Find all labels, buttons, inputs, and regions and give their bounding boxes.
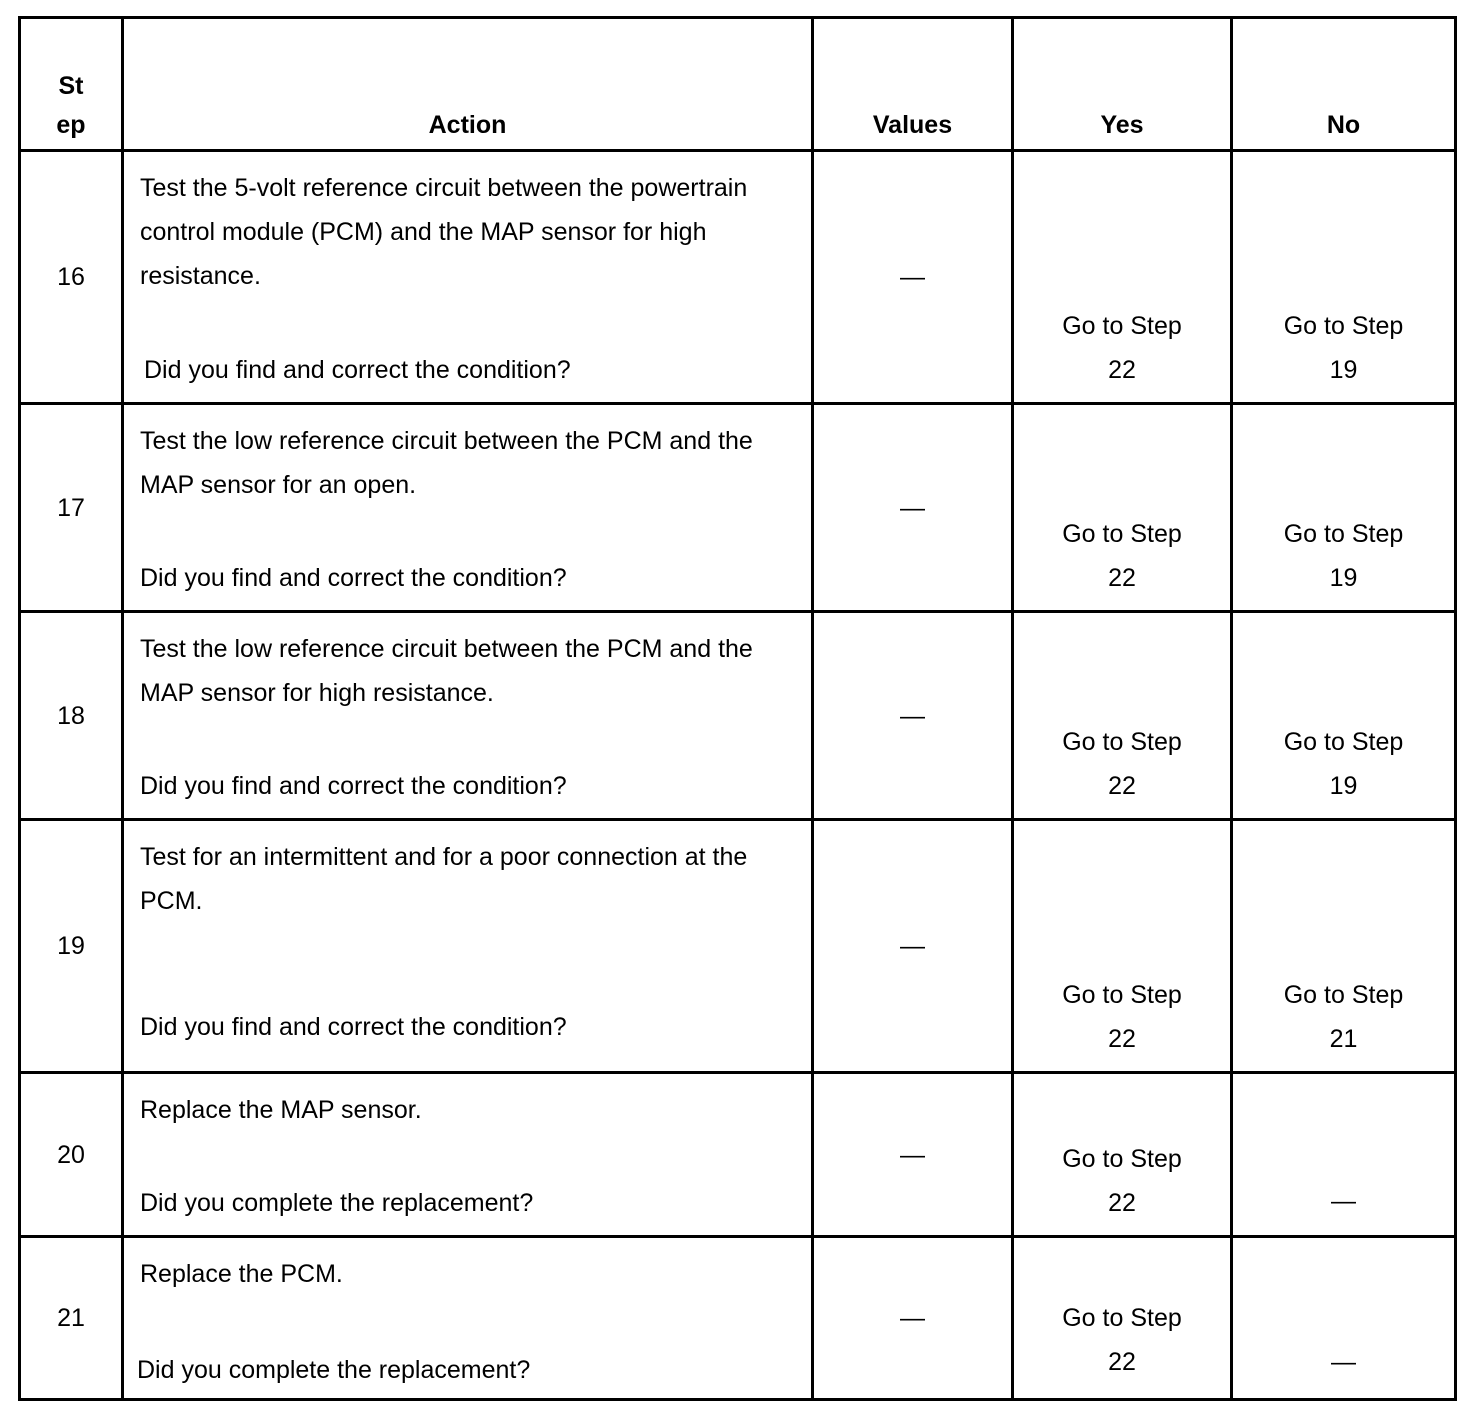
header-step-line2: ep bbox=[56, 111, 86, 139]
yes-target: Go to Step 22 bbox=[1062, 1145, 1182, 1217]
action-question: Did you find and correct the condition? bbox=[140, 772, 567, 800]
step-number: 18 bbox=[20, 612, 123, 820]
action-cell bbox=[123, 404, 813, 612]
action-question: Did you complete the replacement? bbox=[140, 1189, 534, 1217]
action-question: Did you complete the replacement? bbox=[137, 1356, 531, 1384]
action-text: Test the low reference circuit between the PCM and the MAP sensor for high resistance. bbox=[140, 635, 753, 707]
table-row bbox=[20, 1237, 1456, 1400]
action-question: Did you find and correct the condition? bbox=[144, 356, 571, 384]
yes-cell bbox=[1013, 1073, 1232, 1237]
step-number: 16 bbox=[20, 151, 123, 404]
header-action: Action bbox=[123, 18, 813, 151]
action-question: Did you find and correct the condition? bbox=[140, 564, 567, 592]
no-target: Go to Step 19 bbox=[1283, 520, 1404, 592]
table-row bbox=[20, 404, 1456, 612]
step-number: 21 bbox=[20, 1237, 123, 1400]
no-cell bbox=[1232, 404, 1456, 612]
header-step-line1: St bbox=[58, 72, 84, 100]
no-target: Go to Step 21 bbox=[1283, 981, 1404, 1053]
action-cell bbox=[123, 612, 813, 820]
values-cell: — bbox=[813, 404, 1013, 612]
yes-cell bbox=[1013, 612, 1232, 820]
no-cell bbox=[1232, 612, 1456, 820]
table-row bbox=[20, 820, 1456, 1073]
yes-cell bbox=[1013, 1237, 1232, 1400]
yes-cell bbox=[1013, 404, 1232, 612]
values-cell: — bbox=[813, 820, 1013, 1073]
header-step bbox=[20, 18, 123, 151]
diagnostic-table bbox=[18, 16, 1457, 1401]
step-number: 17 bbox=[20, 404, 123, 612]
no-cell bbox=[1232, 1073, 1456, 1237]
action-cell bbox=[123, 820, 813, 1073]
yes-cell bbox=[1013, 151, 1232, 404]
yes-target: Go to Step 22 bbox=[1062, 981, 1182, 1053]
no-target: Go to Step 19 bbox=[1283, 728, 1404, 800]
action-cell bbox=[123, 151, 813, 404]
yes-cell bbox=[1013, 820, 1232, 1073]
header-row bbox=[20, 18, 1456, 151]
table-row bbox=[20, 612, 1456, 820]
values-cell: — bbox=[813, 151, 1013, 404]
header-yes: Yes bbox=[1013, 18, 1232, 151]
no-cell bbox=[1232, 1237, 1456, 1400]
header-no: No bbox=[1232, 18, 1456, 151]
no-target: — bbox=[1331, 1187, 1356, 1215]
values-cell: — bbox=[813, 612, 1013, 820]
action-text: Replace the PCM. bbox=[140, 1260, 343, 1288]
step-number: 19 bbox=[20, 820, 123, 1073]
action-text: Test the 5-volt reference circuit between the powertrain control module (PCM) and the MAP sensor for high resistance. bbox=[140, 174, 748, 290]
yes-target: Go to Step 22 bbox=[1062, 312, 1182, 384]
values-cell: — bbox=[813, 1237, 1013, 1400]
action-question: Did you find and correct the condition? bbox=[140, 1013, 567, 1041]
table-row bbox=[20, 1073, 1456, 1237]
yes-target: Go to Step 22 bbox=[1062, 1304, 1182, 1376]
no-cell bbox=[1232, 820, 1456, 1073]
step-number: 20 bbox=[20, 1073, 123, 1237]
action-cell bbox=[123, 1073, 813, 1237]
action-text: Test for an intermittent and for a poor connection at the PCM. bbox=[140, 843, 748, 915]
values-cell: — bbox=[813, 1073, 1013, 1237]
table-row bbox=[20, 151, 1456, 404]
header-values: Values bbox=[813, 18, 1013, 151]
no-target: — bbox=[1331, 1348, 1356, 1376]
yes-target: Go to Step 22 bbox=[1062, 728, 1182, 800]
action-cell bbox=[123, 1237, 813, 1400]
action-text: Test the low reference circuit between the PCM and the MAP sensor for an open. bbox=[140, 427, 753, 499]
no-cell bbox=[1232, 151, 1456, 404]
yes-target: Go to Step 22 bbox=[1062, 520, 1182, 592]
action-text: Replace the MAP sensor. bbox=[140, 1096, 422, 1124]
no-target: Go to Step 19 bbox=[1283, 312, 1404, 384]
